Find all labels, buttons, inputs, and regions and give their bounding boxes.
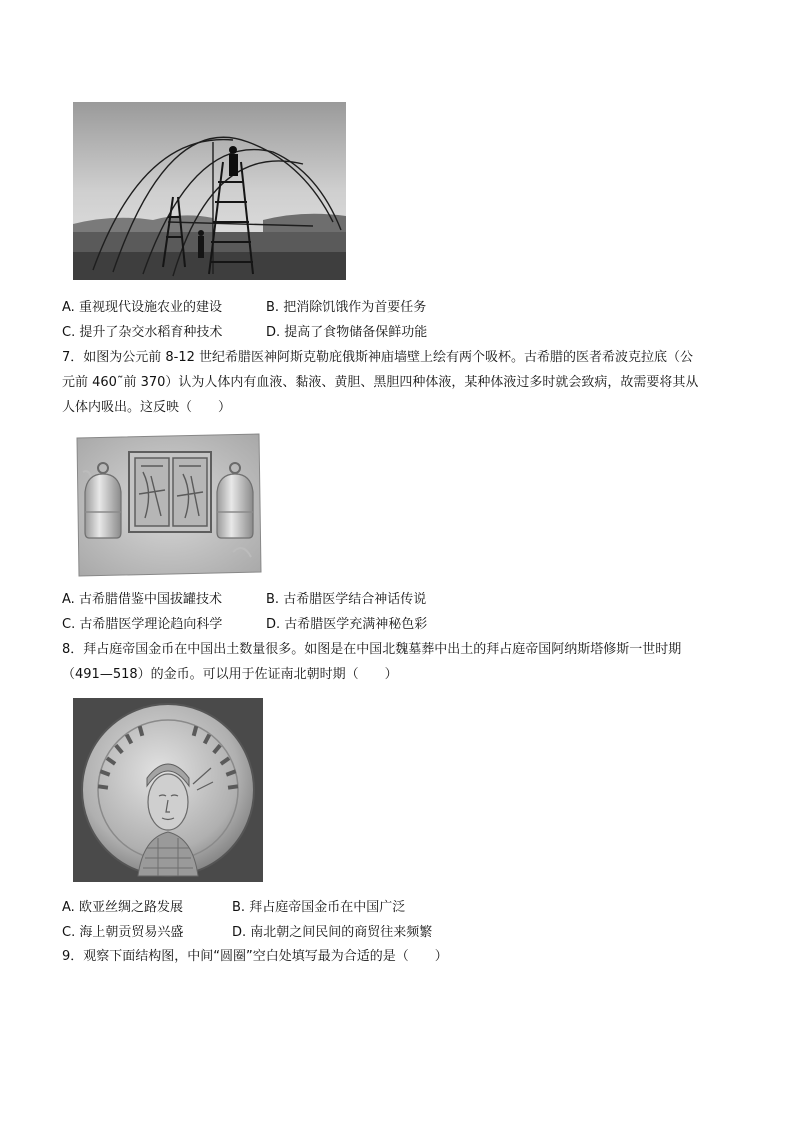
option-letter: C.: [62, 617, 76, 632]
option-letter: B.: [232, 900, 246, 915]
q7-stem-line-2: 元前 460˜前 370）认为人体内有血液、黏液、黄胆、黑胆四种体液，某种体液过多时就会致病，故需要将其从: [62, 375, 699, 390]
option-letter: B.: [266, 592, 280, 607]
option-text: 欧亚丝绸之路发展: [78, 900, 183, 915]
byzantine-coin-photo: [73, 698, 263, 882]
option-letter: A.: [62, 900, 75, 915]
q6-option-a[interactable]: [62, 298, 222, 318]
option-letter: C.: [62, 325, 76, 340]
q9-stem: 9．观察下面结构图，中间“圆圈”空白处填写最为合适的是（ ）: [62, 949, 448, 964]
option-letter: D.: [232, 925, 247, 940]
q8-stem-line-1: 8．拜占庭帝国金币在中国出土数量很多。如图是在中国北魏墓葬中出土的拜占庭帝国阿纳斯塔修斯一世时期: [62, 642, 682, 657]
q6-option-d[interactable]: [266, 323, 427, 343]
option-text: 海上朝贡贸易兴盛: [79, 925, 184, 940]
q8-option-b[interactable]: [232, 898, 405, 918]
option-text: 南北朝之间民间的商贸往来频繁: [250, 925, 433, 940]
relief-carving-photo: [73, 432, 263, 578]
option-text: 古希腊借鉴中国拔罐技术: [78, 592, 222, 607]
option-text: 重视现代设施农业的建设: [78, 300, 222, 315]
q8-stem-line-2: （491—518）的金币。可以用于佐证南北朝时期（ ）: [62, 667, 398, 682]
option-text: 提高了食物储备保鲜功能: [284, 325, 428, 340]
q8-option-a[interactable]: [62, 898, 183, 918]
option-text: 古希腊医学充满神秘色彩: [284, 617, 428, 632]
option-text: 把消除饥饿作为首要任务: [283, 300, 427, 315]
option-text: 拜占庭帝国金币在中国广泛: [249, 900, 406, 915]
option-letter: B.: [266, 300, 280, 315]
q7-option-a[interactable]: [62, 590, 222, 610]
option-letter: C.: [62, 925, 76, 940]
q6-option-c[interactable]: [62, 323, 222, 343]
q8-option-d[interactable]: [232, 923, 432, 943]
option-letter: D.: [266, 325, 281, 340]
q7-stem-line-1: 7．如图为公元前 8-12 世纪希腊医神阿斯克勒庇俄斯神庙墙壁上绘有两个吸杯。古希腊的医者希波克拉底（公: [62, 350, 694, 365]
option-text: 古希腊医学结合神话传说: [283, 592, 427, 607]
q7-option-d[interactable]: [266, 615, 427, 635]
q7-stem-line-3: 人体内吸出。这反映（ ）: [62, 400, 232, 415]
q8-option-c[interactable]: [62, 923, 183, 943]
option-letter: D.: [266, 617, 281, 632]
q7-option-b[interactable]: [266, 590, 426, 610]
option-letter: A.: [62, 300, 75, 315]
option-text: 古希腊医学理论趋向科学: [79, 617, 223, 632]
q7-option-c[interactable]: [62, 615, 222, 635]
option-letter: A.: [62, 592, 75, 607]
greenhouse-photo: [73, 102, 346, 280]
q6-option-b[interactable]: [266, 298, 426, 318]
option-text: 提升了杂交水稻育种技术: [79, 325, 223, 340]
